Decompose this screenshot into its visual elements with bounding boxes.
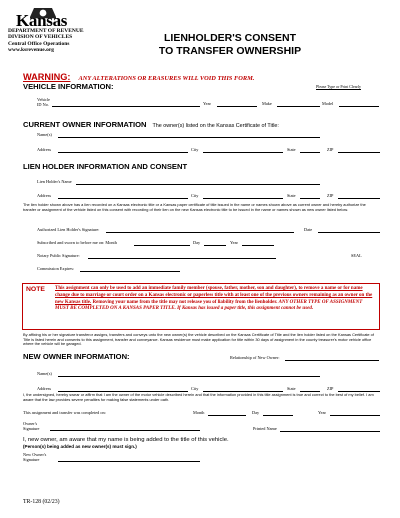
lien-date-field[interactable] [318, 232, 380, 233]
current-owner-city-field[interactable] [203, 152, 283, 153]
completed-day-field[interactable] [263, 415, 293, 416]
new-sig-line-2: Signature [23, 457, 40, 462]
vehicle-label-line: Vehicle [37, 97, 50, 102]
current-owner-note: The owner(s) listed on the Kansas Certificate of Title: [152, 123, 279, 129]
warning-label: WARNING: [23, 72, 71, 82]
note-label: NOTE [26, 286, 45, 293]
new-owner-aware-sub: (Person(s) being added as new owner(s) must sign.) [23, 444, 137, 449]
sworn-year-label: Year [230, 240, 238, 245]
owner-signature-field[interactable] [50, 430, 200, 431]
current-owner-zip-field[interactable] [338, 152, 380, 153]
current-owner-state-label: State [287, 147, 296, 152]
lien-signature-label: Authorized Lien Holder's Signature: [37, 227, 100, 232]
completed-year-label: Year [318, 410, 326, 415]
notary-label: Notary Public Signature: [37, 253, 80, 258]
completed-month-field[interactable] [208, 415, 246, 416]
lien-holder-city-label: City [191, 193, 199, 198]
sworn-year-field[interactable] [242, 245, 274, 246]
note-segment-4: If Kansas has issued a paper title, this assignment cannot be used. [177, 306, 314, 312]
new-owner-signature-field[interactable] [58, 461, 200, 462]
dept-line: DIVISION OF VEHICLES [8, 34, 73, 41]
kansas-wordmark: Kansas [16, 11, 68, 30]
printed-name-field[interactable] [280, 431, 380, 432]
vehicle-model-label: Model [322, 101, 334, 106]
department-block [8, 28, 84, 53]
title-line: LIENHOLDER'S CONSENT [163, 32, 296, 44]
dept-line: DEPARTMENT OF REVENUE [8, 28, 84, 34]
owner-signature-label [23, 421, 39, 431]
relationship-field[interactable] [285, 360, 379, 361]
vehicle-make-label: Make [262, 101, 272, 106]
new-owner-zip-label: ZIP [327, 386, 334, 391]
sworn-month-field[interactable] [134, 245, 190, 246]
note-segment-2: Removing your name from the title may not release you of liability from the lienholder. [92, 299, 278, 305]
current-owner-address-field[interactable] [58, 152, 188, 153]
current-owner-state-field[interactable] [300, 152, 320, 153]
notary-signature-field[interactable] [88, 258, 276, 259]
completed-month-label: Month [193, 410, 205, 415]
owner-sig-line-2: Signature [23, 426, 40, 431]
lien-holder-zip-label: ZIP [327, 193, 334, 198]
form-title [150, 32, 310, 57]
commission-label: Commission Expires: [37, 266, 75, 271]
sworn-day-label: Day [193, 240, 201, 245]
affix-text: By affixing his or her signature transferor assigns, transfers and conveys unto the new owner(s) the vehicle described on the Kansas Certificate of Title and the lien holder listed on the Kansas Certificate of Title is listed herein and consents to this assignment, transfer and conveyance. Kansas residence must make application for title within 30 days of assignment in the county treasurer's motor vehicle office where the vehicle will be garaged. [23, 332, 374, 347]
new-sig-line-1: New Owner's [23, 452, 47, 457]
id-label-line: ID No. [37, 102, 49, 107]
note-text [55, 286, 377, 313]
printed-name-label: Printed Name [253, 426, 277, 431]
owner-sig-line-1: Owner's [23, 421, 38, 426]
current-owner-names-label: Name(s) [37, 132, 52, 137]
new-owner-heading: NEW OWNER INFORMATION: [23, 352, 130, 361]
dept-line: www.ksrevenue.org [8, 46, 55, 53]
lien-holder-zip-field[interactable] [338, 198, 380, 199]
vehicle-make-field[interactable] [277, 106, 320, 107]
new-owner-signature-label [23, 452, 46, 462]
vehicle-id-label [37, 97, 50, 107]
new-owner-address-label: Address [37, 386, 52, 391]
vehicle-id-field[interactable] [52, 106, 200, 107]
dept-line: Central Office Operations [8, 40, 70, 47]
vehicle-year-label: Year [203, 101, 211, 106]
current-owner-heading: CURRENT OWNER INFORMATION [23, 120, 147, 129]
print-note: Please Type or Print Clearly [316, 84, 361, 89]
form-id: TR-128 (02/23) [23, 499, 60, 505]
sworn-label: Subscribed and sworn to before me on: Month [37, 240, 117, 245]
current-owner-city-label: City [191, 147, 199, 152]
completed-year-field[interactable] [330, 415, 380, 416]
new-owner-names-field[interactable] [58, 376, 320, 377]
vehicle-year-field[interactable] [217, 106, 257, 107]
current-owner-address-label: Address [37, 147, 52, 152]
lien-holder-statement: The lien holder shown above has a lien recorded on a Kansas electronic title or a Kansas paper certificate of title issued in the name or names shown above as current owner and hereby authorize the transfer or assignment of the vehicle listed on this consent with recording of their lien on the new Kansas electronic title to be issued in the name or names shown as new owner listed below. [23, 202, 366, 212]
current-owner-zip-label: ZIP [327, 147, 334, 152]
note-segment-3: ANY OTHER TYPE OF ASSIGNMENT MUST BE COMPLETED ON A KANSAS PAPER TITLE. [55, 299, 363, 312]
new-owner-state-label: State [287, 386, 296, 391]
lien-holder-name-field[interactable] [76, 184, 320, 185]
note-segment-1: This assignment can only be used to add an immediate family member (spouse, father, mother, son and daughter), to remove a name or for name change due to marriage or court order on a Kansas electronic or paperless title with at least one of the previous owners remaining as an owner on the new Kansas title. [55, 286, 373, 305]
warning-text: ANY ALTERATIONS OR ERASURES WILL VOID THIS FORM. [78, 75, 255, 82]
note-box [22, 283, 380, 330]
lien-holder-address-label: Address [37, 193, 52, 198]
lien-holder-state-field[interactable] [300, 198, 320, 199]
new-owner-aware-text: I, new owner, am aware that my name is being added to the title of this vehicle. [23, 437, 229, 443]
current-owner-names-field[interactable] [58, 137, 320, 138]
lien-holder-address-field[interactable] [58, 198, 188, 199]
completed-label: This assignment and transfer was completed on: [23, 410, 106, 415]
commission-field[interactable] [80, 271, 180, 272]
lien-holder-heading: LIEN HOLDER INFORMATION AND CONSENT [23, 162, 188, 171]
lien-holder-name-label: Lien Holder's Name [37, 179, 72, 184]
lien-signature-field[interactable] [106, 232, 294, 233]
lien-holder-state-label: State [287, 193, 296, 198]
new-owner-names-label: Name(s) [37, 371, 52, 376]
vehicle-heading: VEHICLE INFORMATION: [23, 82, 114, 91]
current-owner-header [23, 114, 279, 132]
new-owner-city-label: City [191, 386, 199, 391]
lien-holder-city-field[interactable] [203, 198, 283, 199]
vehicle-model-field[interactable] [339, 106, 379, 107]
seal-label: SEAL [351, 253, 362, 258]
lien-date-label: Date [304, 227, 313, 232]
owner-certification-text: I, the undersigned, hereby swear or affirm that I am the owner of the motor vehicle described herein and that the information provided in this title assignment is true and correct to the best of my belief. I am aware that the law provides severe penalties for making false statements under oath. [23, 392, 374, 402]
relationship-label: Relationship of New Owner: [230, 355, 280, 360]
title-line: TO TRANSFER OWNERSHIP [158, 44, 302, 57]
completed-day-label: Day [252, 410, 260, 415]
sworn-day-field[interactable] [204, 245, 226, 246]
